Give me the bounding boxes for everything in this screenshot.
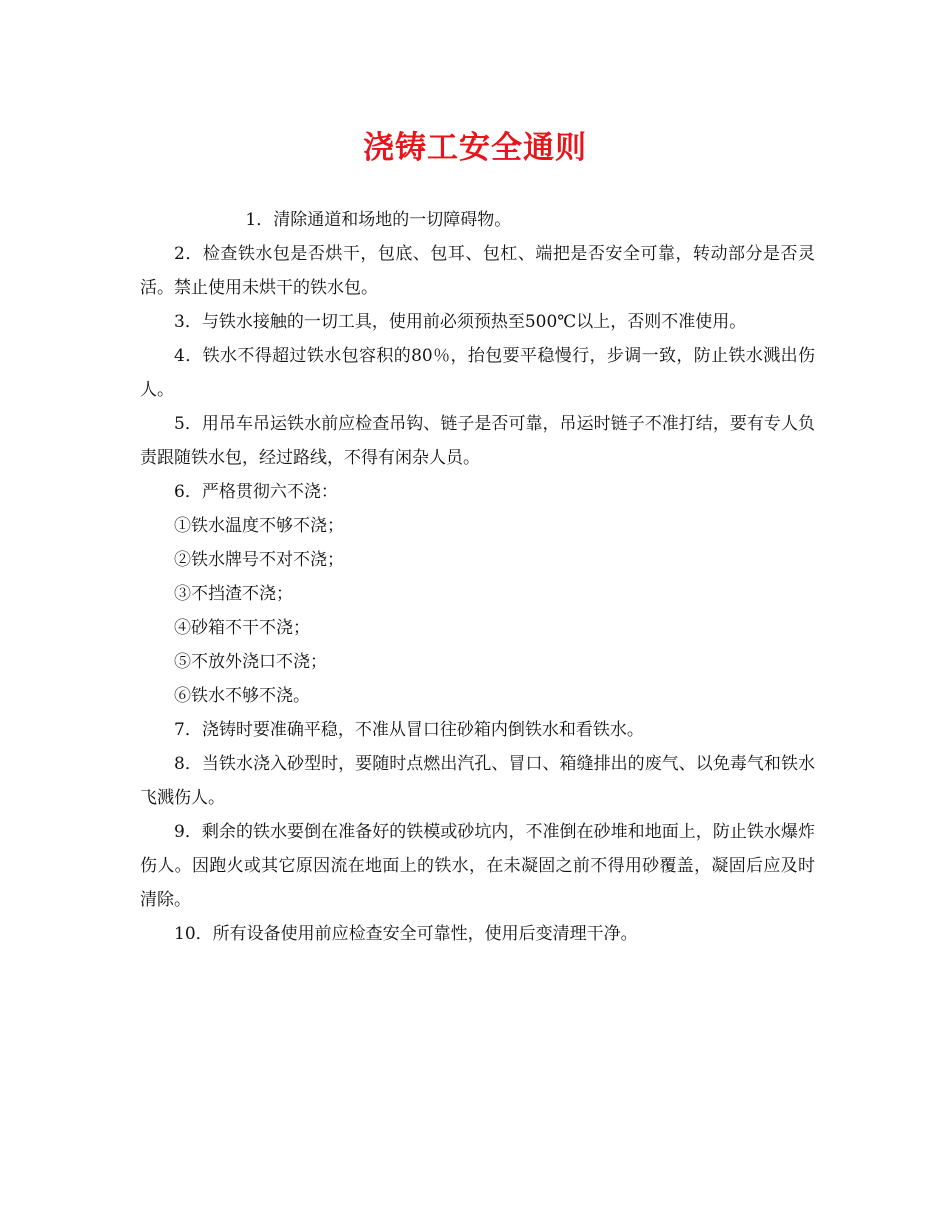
rule-6-item-5: ⑤不放外浇口不浇； (174, 652, 327, 672)
rule-2: 2．检查铁水包是否烘干，包底、包耳、包杠、端把是否安全可靠，转动部分是否灵活。禁止使用未烘干的铁水包。 (140, 244, 815, 298)
rule-8: 8．当铁水浇入砂型时，要随时点燃出汽孔、冒口、箱缝排出的废气、以免毒气和铁水飞溅伤人。 (140, 754, 815, 808)
rule-6-item-2: ②铁水牌号不对不浇； (174, 550, 344, 570)
rule-4: 4．铁水不得超过铁水包容积的80％，抬包要平稳慢行，步调一致，防止铁水溅出伤人。 (140, 346, 815, 400)
rule-6-item-3: ③不挡渣不浇； (174, 584, 293, 604)
document-title: 浇铸工安全通则 (363, 130, 587, 166)
rule-1: 1．清除通道和场地的一切障碍物。 (245, 210, 512, 230)
rule-6: 6．严格贯彻六不浇： (174, 482, 338, 502)
rule-5: 5．用吊车吊运铁水前应检查吊钩、链子是否可靠，吊运时链子不准打结，要有专人负责跟随铁水包，经过路线，不得有闲杂人员。 (140, 414, 815, 468)
rule-3: 3．与铁水接触的一切工具，使用前必须预热至500℃以上，否则不准使用。 (174, 312, 747, 332)
document-body (140, 203, 815, 951)
rule-6-item-6: ⑥铁水不够不浇。 (174, 686, 310, 706)
rule-6-item-4: ④砂箱不干不浇； (174, 618, 310, 638)
rule-9: 9．剩余的铁水要倒在准备好的铁模或砂坑内，不准倒在砂堆和地面上，防止铁水爆炸伤人。因跑火或其它原因流在地面上的铁水，在未凝固之前不得用砂覆盖，凝固后应及时清除。 (140, 822, 815, 910)
rule-7: 7．浇铸时要准确平稳，不准从冒口往砂箱内倒铁水和看铁水。 (174, 720, 644, 740)
rule-6-item-1: ①铁水温度不够不浇； (174, 516, 344, 536)
rule-10: 10．所有设备使用前应检查安全可靠性，使用后变清理干净。 (174, 924, 638, 944)
